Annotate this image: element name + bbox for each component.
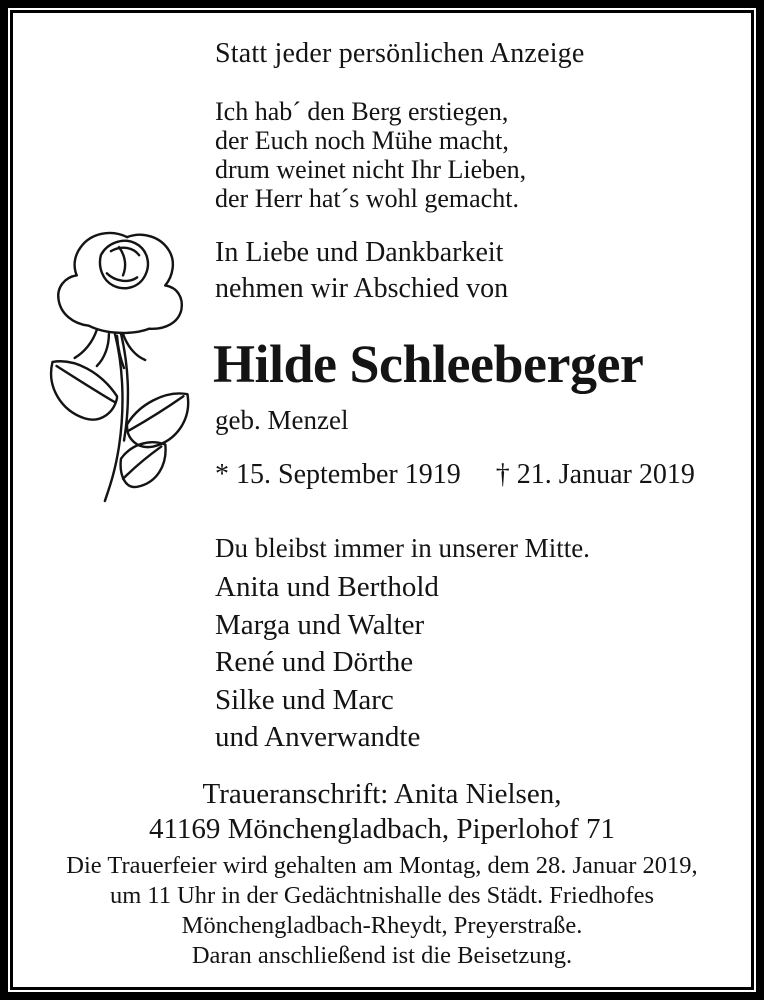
funeral-line: Mönchengladbach-Rheydt, Preyerstraße.	[181, 912, 583, 939]
funeral-line: Daran anschließend ist die Beisetzung.	[191, 942, 573, 969]
poem-line: der Euch noch Mühe macht,	[215, 126, 509, 155]
deceased-name: Hilde Schleeberger	[213, 334, 644, 394]
poem-line: Ich hab´ den Berg erstiegen,	[215, 97, 509, 126]
rose-icon	[30, 225, 212, 507]
mourner-line: Silke und Marc	[215, 683, 394, 716]
notice-frame	[8, 8, 756, 992]
mourning-address	[13, 777, 751, 847]
intro-line: nehmen wir Abschied von	[215, 273, 509, 304]
pre-header: Statt jeder persönlichen Anzeige	[215, 38, 585, 69]
intro-text	[215, 235, 508, 307]
notice-content	[10, 10, 754, 990]
death-date: † 21. Januar 2019	[495, 459, 695, 490]
poem-line: der Herr hat´s wohl gemacht.	[215, 184, 519, 213]
farewell-line: Du bleibst immer in unserer Mitte.	[215, 533, 590, 563]
maiden-name: geb. Menzel	[215, 405, 349, 435]
birth-date: * 15. September 1919	[215, 459, 461, 490]
mourner-line: Marga und Walter	[215, 608, 425, 641]
address-line: 41169 Mönchengladbach, Piperlohof 71	[148, 813, 616, 845]
mourners-list	[215, 569, 439, 757]
poem	[215, 97, 526, 213]
funeral-line: um 11 Uhr in der Gedächtnishalle des Städt. Friedhofes	[109, 882, 655, 909]
poem-line: drum weinet nicht Ihr Lieben,	[215, 155, 527, 184]
funeral-line: Die Trauerfeier wird gehalten am Montag, dem 28. Januar 2019,	[66, 852, 698, 879]
mourner-line: Anita und Berthold	[215, 571, 439, 603]
address-line: Traueranschrift: Anita Nielsen,	[202, 778, 562, 810]
life-dates	[215, 459, 695, 491]
funeral-info	[13, 851, 751, 971]
mourner-line: und Anverwandte	[215, 721, 421, 753]
intro-line: In Liebe und Dankbarkeit	[215, 237, 504, 268]
mourner-line: René und Dörthe	[215, 646, 414, 678]
